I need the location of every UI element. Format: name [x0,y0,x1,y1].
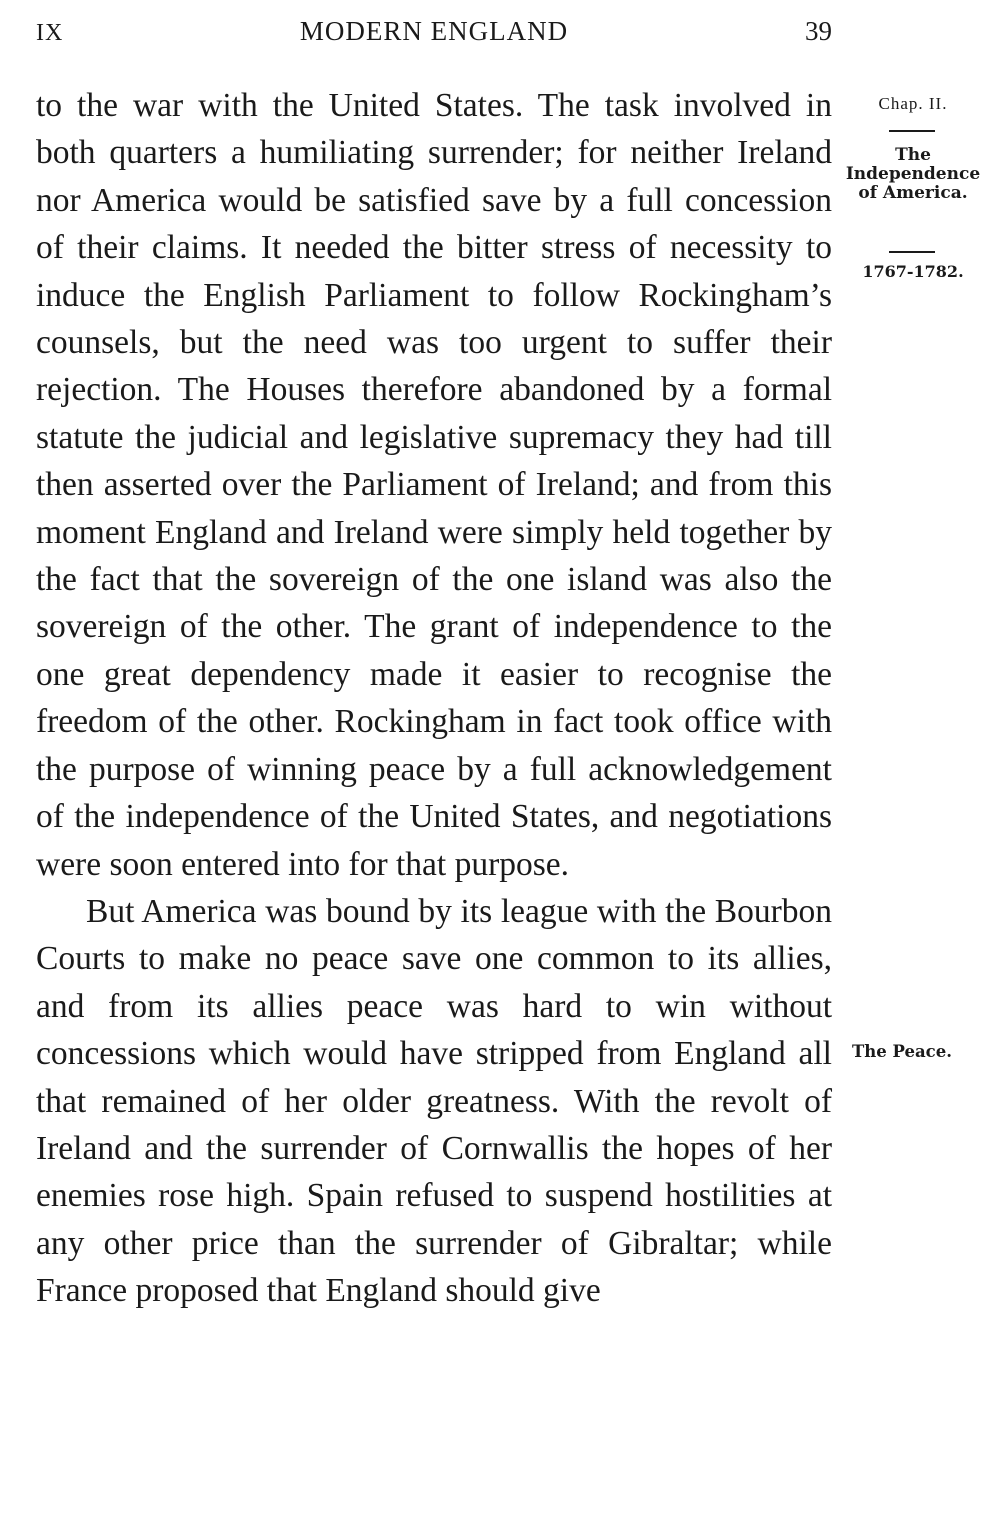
book-title: MODERN ENGLAND [299,16,569,46]
margin-section-label: The Peace. [852,1042,952,1061]
body-text [36,82,832,1315]
paragraph-2: But America was bound by its league with the Bourbon Courts to make no peace save one common to its allies, and from its allies peace was hard to win without concessions which would have stripped from England all that remained of her older greatness. With the revolt of Ireland and the surrender of Cornwallis the hopes of her enemies rose high. Spain refused to suspend hostilities at any other price than the surrender of Gibraltar; while France proposed that England should give [36,892,832,1310]
running-head [36,12,832,52]
margin-sidenote: The Independence of America. [845,145,981,203]
margin-divider [889,251,935,253]
margin-dates: 1767-1782. [862,262,964,281]
margin-chapter-label: Chap. II. [878,94,948,113]
page-number: 39 [805,16,832,46]
margin-divider [889,130,935,132]
chapter-number: IX [36,20,64,46]
paragraph-1: to the war with the United States. The task involved in both quarters a humiliating surrender; for neither Ireland nor America would be satisfied save by a full concession of their claims. It needed the bitter stress of necessity to induce the English Parliament to follow Rockingham’s counsels, but the need was too urgent to suffer their rejection. The Houses therefore abandoned by a formal statute the judicial and legislative supremacy they had till then asserted over the Parliament of Ireland; and from this moment England and Ireland were simply held together by the fact that the sovereign of the one island was also the sovereign of the other. The grant of independence to the one great dependency made it easier to recognise the freedom of the other. Rockingham in fact took office with the purpose of winning peace by a full acknowledgement of the independence of the United States, and negotiations were soon entered into for that purpose. [36,87,832,883]
